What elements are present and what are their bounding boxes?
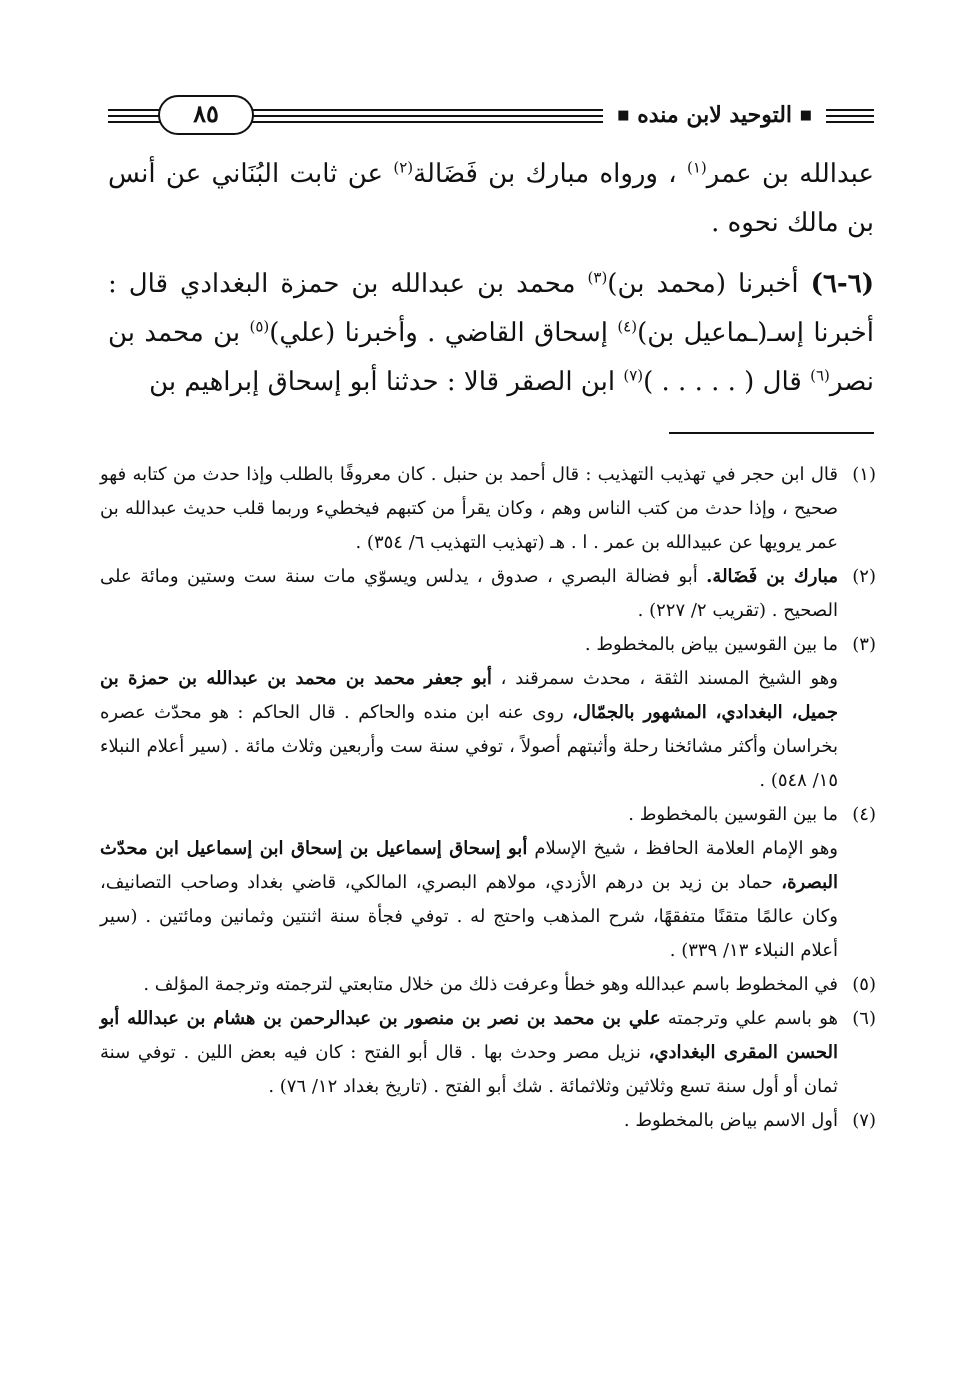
footnote-1 [100, 458, 876, 560]
footnote-5 [100, 968, 876, 1002]
footnote-ref: (١) [687, 158, 707, 177]
main-text [108, 150, 874, 407]
footnote-ref: (٧) [623, 366, 644, 385]
footnote-3-continued [100, 662, 838, 798]
text-run: محمد بن عبدالله بن حمزة البغدادي قال : أخبرنا إسـ(ـماعيل بن) [108, 269, 874, 348]
book-title-text: التوحيد لابن منده [637, 102, 793, 128]
text-run: وهو الشيخ المسند الثقة ، محدث سمرقند ، [491, 668, 838, 689]
text-run: ابن الصقر قالا : حدثنا أبو إسحاق إبراهيم بن [149, 367, 624, 397]
footnote-ref: (٢) [393, 158, 414, 177]
text-run: نزيل مصر وحدث بها . قال أبو الفتح : كان فيه بعض اللين . توفي سنة ثمان أو أول سنة تسع وثلاثين وثلاثمائة . شك أبو الفتح . (تاريخ بغداد ١٢/ ٧٦) . [100, 1042, 838, 1097]
footnote-3 [100, 628, 876, 662]
footnote-4-continued [100, 832, 838, 968]
text-run: إسحاق القاضي . وأخبرنا (علي) [269, 318, 618, 348]
footnote-text: في المخطوط باسم عبدالله وهو خطأ وعرفت ذلك من خلال متابعتي لترجمته وترجمة المؤلف . [143, 974, 838, 995]
footnote-text: ما بين القوسين بياض بالمخطوط . [584, 634, 838, 655]
text-run: وهو الإمام العلامة الحافظ ، شيخ الإسلام [527, 838, 839, 859]
footnote-text [100, 1002, 838, 1104]
footnote-text: قال ابن حجر في تهذيب التهذيب : قال أحمد بن حنبل . كان معروفًا بالطلب وإذا حدث من كتابه فهو صحيح ، وإذا حدث من كتب الناس وهم ، وكان يقرأ من كتبهم فيخطيء وربما قلب حديث عبدالله بن عمر يرويها عن عبيدالله بن عمر . ا . هـ (تهذيب التهذيب ٦/ ٣٥٤) . [100, 464, 838, 553]
footnote-number: (٤) [852, 804, 876, 825]
footnote-2 [100, 560, 876, 628]
footnote-text: ما بين القوسين بالمخطوط . [628, 804, 838, 825]
text-run: بن محمد بن نصر [108, 318, 874, 397]
footnote-separator [669, 432, 874, 434]
narrator-name: أبو إسحاق إسماعيل بن إسحاق ابن إسماعيل ابن محدّث البصرة، [100, 838, 838, 893]
hadith-number: (٦-٦) [810, 269, 874, 299]
footnote-number: (٧) [852, 1110, 876, 1131]
footnote-number: (٢) [852, 566, 876, 587]
bullet-square-icon: ■ [799, 108, 812, 123]
footnote-ref: (٥) [249, 317, 270, 336]
footnote-number: (١) [852, 464, 876, 485]
text-run: روى عنه ابن منده والحاكم . قال الحاكم : هو محدّث عصره بخراسان وأكثر مشائخنا رحلة وأثبتهم أصولاً ، توفي سنة ست وأربعين وثلاث مائة . (سير أعلام النبلاء ١٥/ ٥٤٨) . [100, 702, 838, 791]
book-title [603, 97, 826, 133]
footnote-text [100, 560, 838, 628]
footnote-6 [100, 1002, 876, 1104]
text-run: حماد بن زيد بن درهم الأزدي، مولاهم البصري، المالكي، قاضي بغداد وصاحب التصانيف، وكان عالمًا متقنًا متفقهًا، شرح المذهب واحتج له . توفي فجأة سنة اثنتين وثمانين ومائتين . (سير أعلام النبلاء ١٣/ ٣٣٩) . [100, 872, 838, 961]
text-run: قال ( . . . . . ) [643, 367, 811, 397]
footnote-ref: (٤) [617, 317, 638, 336]
bullet-square-icon: ■ [617, 108, 630, 123]
text-run: هو باسم علي وترجمته [660, 1008, 838, 1029]
paragraph [108, 150, 874, 248]
running-header [108, 95, 874, 135]
footnotes [100, 458, 876, 1138]
footnote-text: أول الاسم بياض بالمخطوط . [623, 1110, 838, 1131]
footnote-ref: (٦) [810, 366, 830, 385]
text-run: عن ثابت البُنَاني عن أنس بن مالك نحوه . [108, 159, 874, 238]
footnote-4 [100, 798, 876, 832]
footnote-number: (٥) [852, 974, 876, 995]
narrator-name: مبارك بن فَضَالة. [706, 566, 838, 587]
footnote-number: (٦) [852, 1008, 876, 1029]
footnote-ref: (٣) [587, 268, 608, 287]
text-run: ، ورواه مبارك بن فَضَالة [413, 159, 687, 189]
text-run: أخبرنا (محمد بن) [607, 269, 811, 299]
text-run: أبو فضالة البصري ، صدوق ، يدلس ويسوّي مات سنة ست وستين ومائة على الصحيح . (تقريب ٢/ ٢٢٧) . [100, 566, 838, 621]
paragraph [108, 260, 874, 407]
footnote-7 [100, 1104, 876, 1138]
footnote-number: (٣) [852, 634, 876, 655]
narrator-name: أبو جعفر محمد بن محمد بن عبدالله بن حمزة بن جميل، البغدادي، المشهور بالجمّال، [100, 668, 838, 723]
narrator-name: علي بن محمد بن نصر بن منصور بن عبدالرحمن بن هشام بن عبدالله أبو الحسن المقرى البغدادي، [100, 1008, 838, 1063]
page-number: ٨٥ [158, 95, 254, 135]
text-run: عبدالله بن عمر [706, 159, 875, 189]
